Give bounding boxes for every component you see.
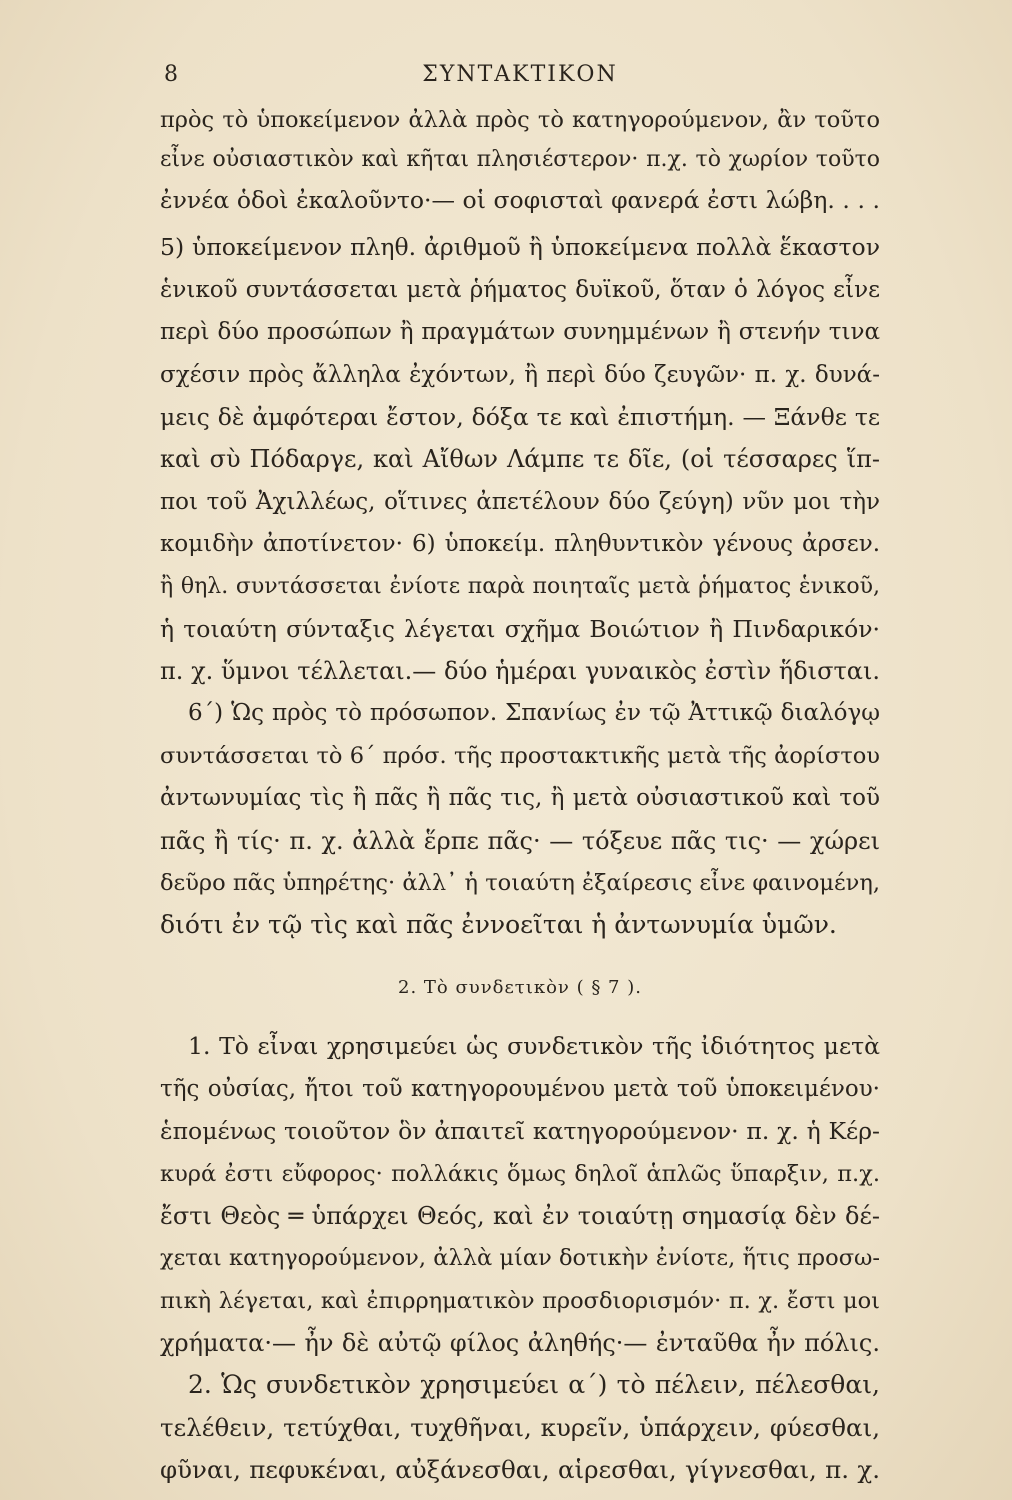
text-line: χρήματα·— ἦν δὲ αὐτῷ φίλος ἀληθής·— ἐνταῦθα ἦν πόλις. [160, 1329, 880, 1357]
text-line: ἔστι Θεὸς ═ ὑπάρχει Θεός, καὶ ἐν τοιαύτῃ σημασίᾳ δὲν δέ- [160, 1202, 880, 1230]
text-line: πρὸς τὸ ὑποκείμενον ἀλλὰ πρὸς τὸ κατηγορούμενον, ἂν τοῦτο [160, 107, 880, 133]
text-line: ἢ θηλ. συντάσσεται ἐνίοτε παρὰ ποιηταῖς μετὰ ῥήματος ἑνικοῦ, [160, 574, 880, 599]
text-line: 5) ὑποκείμενον πληθ. ἀριθμοῦ ἢ ὑποκείμενα πολλὰ ἕκαστον [160, 233, 880, 261]
text-line: φῦναι, πεφυκέναι, αὐξάνεσθαι, αἱρεσθαι, γίγνεσθαι, π. χ. [160, 1455, 880, 1484]
text-line: ποι τοῦ Ἀχιλλέως, οἵτινες ἀπετέλουν δύο ζεύγη) νῦν μοι τὴν [160, 489, 880, 515]
text-line: πικὴ λέγεται, καὶ ἐπιρρηματικὸν προσδιορισμόν· π. χ. ἔστι μοι [160, 1288, 880, 1314]
text-line: διότι ἐν τῷ τὶς καὶ πᾶς ἐννοεῖται ἡ ἀντωνυμία ὑμῶν. [160, 910, 837, 939]
text-line: περὶ δύο προσώπων ἢ πραγμάτων συνημμένων ἢ στενήν τινα [160, 319, 880, 345]
text-line: ἡ τοιαύτη σύνταξις λέγεται σχῆμα Βοιώτιον ἢ Πινδαρικόν· [160, 615, 880, 643]
text-line: μεις δὲ ἀμφότεραι ἔστον, δόξα τε καὶ ἐπιστήμη. — Ξάνθε τε [160, 403, 880, 431]
text-line: τελέθειν, τετύχθαι, τυχθῆναι, κυρεῖν, ὑπάρχειν, φύεσθαι, [160, 1413, 880, 1442]
text-line: πᾶς ἢ τίς· π. χ. ἀλλὰ ἕρπε πᾶς· — τόξευε πᾶς τις· — χώρει [160, 827, 880, 855]
text-line: δεῦρο πᾶς ὑπηρέτης· ἀλλ᾽ ἡ τοιαύτη ἐξαίρεσις εἶνε φαινομένη, [160, 870, 880, 896]
text-line: ἐννέα ὁδοὶ ἐκαλοῦντο·— οἱ σοφισταὶ φανερά ἐστι λώβη. . . . [160, 186, 880, 214]
text-line: κομιδὴν ἀποτίνετον· 6) ὑποκείμ. πληθυντικὸν γένους ἀρσεν. [160, 531, 880, 557]
text-line: ἑπομένως τοιοῦτον ὃν ἀπαιτεῖ κατηγορούμενον· π. χ. ἡ Κέρ- [160, 1117, 880, 1145]
text-line: τῆς οὐσίας, ἤτοι τοῦ κατηγορουμένου μετὰ τοῦ ὑποκειμένου· [160, 1076, 880, 1102]
text-line: καὶ σὺ Πόδαργε, καὶ Αἴθων Λάμπε τε δῖε, (οἱ τέσσαρες ἵπ- [160, 445, 880, 473]
text-line: ἀντωνυμίας τὶς ἢ πᾶς ἢ πᾶς τις, ἢ μετὰ οὐσιαστικοῦ καὶ τοῦ [160, 785, 880, 811]
text-line: σχέσιν πρὸς ἄλληλα ἐχόντων, ἢ περὶ δύο ζευγῶν· π. χ. δυνά- [160, 362, 880, 388]
paragraph-first-line: 2. Ὡς συνδετικὸν χρησιμεύει α΄) τὸ πέλειν, πέλεσθαι, [188, 1370, 880, 1399]
page-number: 8 [164, 62, 178, 87]
running-title: ΣΥΝΤΑΚΤΙΚΟΝ [422, 62, 618, 87]
section-heading: 2. Τὸ συνδετικὸν ( § 7 ). [398, 977, 642, 998]
text-line: κυρά ἐστι εὔφορος· πολλάκις ὅμως δηλοῖ ἁπλῶς ὕπαρξιν, π.χ. [160, 1161, 880, 1187]
text-line: εἶνε οὐσιαστικὸν καὶ κῆται πλησιέστερον· π.χ. τὸ χωρίον τοῦτο [160, 147, 880, 172]
text-line: συντάσσεται τὸ 6΄ πρόσ. τῆς προστακτικῆς μετὰ τῆς ἀορίστου [160, 743, 880, 769]
paragraph-first-line: 6΄) Ὡς πρὸς τὸ πρόσωπον. Σπανίως ἐν τῷ Ἀττικῷ διαλόγῳ [188, 700, 880, 726]
text-line: χεται κατηγορούμενον, ἀλλὰ μίαν δοτικὴν ἐνίοτε, ἥτις προσω- [160, 1245, 880, 1271]
text-line: ἑνικοῦ συντάσσεται μετὰ ῥήματος δυϊκοῦ, ὅταν ὁ λόγος εἶνε [160, 277, 880, 303]
paragraph-first-line: 1. Τὸ εἶναι χρησιμεύει ὡς συνδετικὸν τῆς ἰδιότητος μετὰ [188, 1032, 880, 1060]
text-line: π. χ. ὕμνοι τέλλεται.— δύο ἡμέραι γυναικὸς ἐστὶν ἥδισται. [160, 657, 880, 685]
page-header [160, 62, 880, 94]
